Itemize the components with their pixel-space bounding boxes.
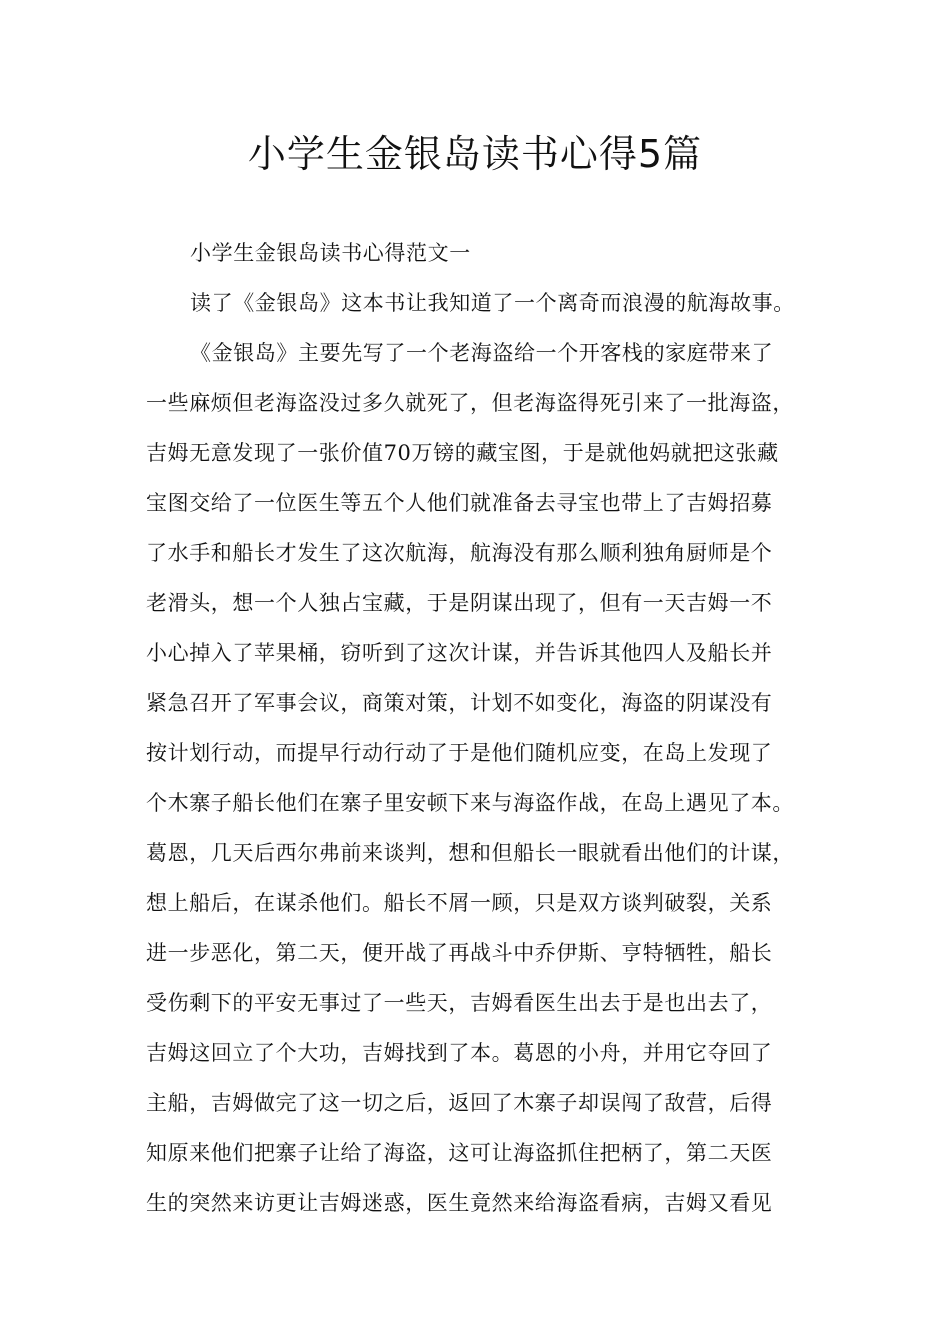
body-line: 了水手和船长才发生了这次航海，航海没有那么顺利独角厨师是个 bbox=[146, 541, 773, 565]
body-line: 受伤剩下的平安无事过了一些天，吉姆看医生出去于是也出去了， bbox=[146, 991, 773, 1015]
body-line: 紧急召开了军事会议，商策对策，计划不如变化，海盗的阴谋没有 bbox=[146, 691, 773, 715]
body-line: 知原来他们把寨子让给了海盗，这可让海盗抓住把柄了，第二天医 bbox=[146, 1141, 773, 1165]
body-line: 宝图交给了一位医生等五个人他们就准备去寻宝也带上了吉姆招募 bbox=[146, 491, 773, 515]
document-title: 小学生金银岛读书心得5篇 bbox=[247, 132, 703, 176]
body-line: 进一步恶化，第二天，便开战了再战斗中乔伊斯、亨特牺牲，船长 bbox=[146, 941, 773, 965]
body-line: 老滑头，想一个人独占宝藏，于是阴谋出现了，但有一天吉姆一不 bbox=[146, 591, 773, 615]
document-body bbox=[146, 228, 826, 1228]
body-line: 个木寨子船长他们在寨子里安顿下来与海盗作战，在岛上遇见了本。 bbox=[146, 791, 794, 815]
body-line: 吉姆无意发现了一张价值70万镑的藏宝图，于是就他妈就把这张藏 bbox=[146, 441, 779, 465]
body-line: 生的突然来访更让吉姆迷惑，医生竟然来给海盗看病，吉姆又看见 bbox=[146, 1191, 773, 1215]
body-line: 想上船后，在谋杀他们。船长不屑一顾，只是双方谈判破裂，关系 bbox=[146, 891, 773, 915]
section-heading: 小学生金银岛读书心得范文一 bbox=[190, 241, 471, 265]
body-line: 一些麻烦但老海盗没过多久就死了，但老海盗得死引来了一批海盗， bbox=[146, 391, 794, 415]
body-line: 主船，吉姆做完了这一切之后，返回了木寨子却误闯了敌营，后得 bbox=[146, 1091, 773, 1115]
body-line: 葛恩，几天后西尔弗前来谈判，想和但船长一眼就看出他们的计谋， bbox=[146, 841, 794, 865]
body-line: 小心掉入了苹果桶，窃听到了这次计谋，并告诉其他四人及船长并 bbox=[146, 641, 773, 665]
body-line: 《金银岛》主要先写了一个老海盗给一个开客栈的家庭带来了 bbox=[190, 341, 774, 365]
body-line: 按计划行动，而提早行动行动了于是他们随机应变，在岛上发现了 bbox=[146, 741, 773, 765]
body-line: 读了《金银岛》这本书让我知道了一个离奇而浪漫的航海故事。 bbox=[190, 291, 795, 315]
body-line: 吉姆这回立了个大功，吉姆找到了本。葛恩的小舟，并用它夺回了 bbox=[146, 1041, 773, 1065]
